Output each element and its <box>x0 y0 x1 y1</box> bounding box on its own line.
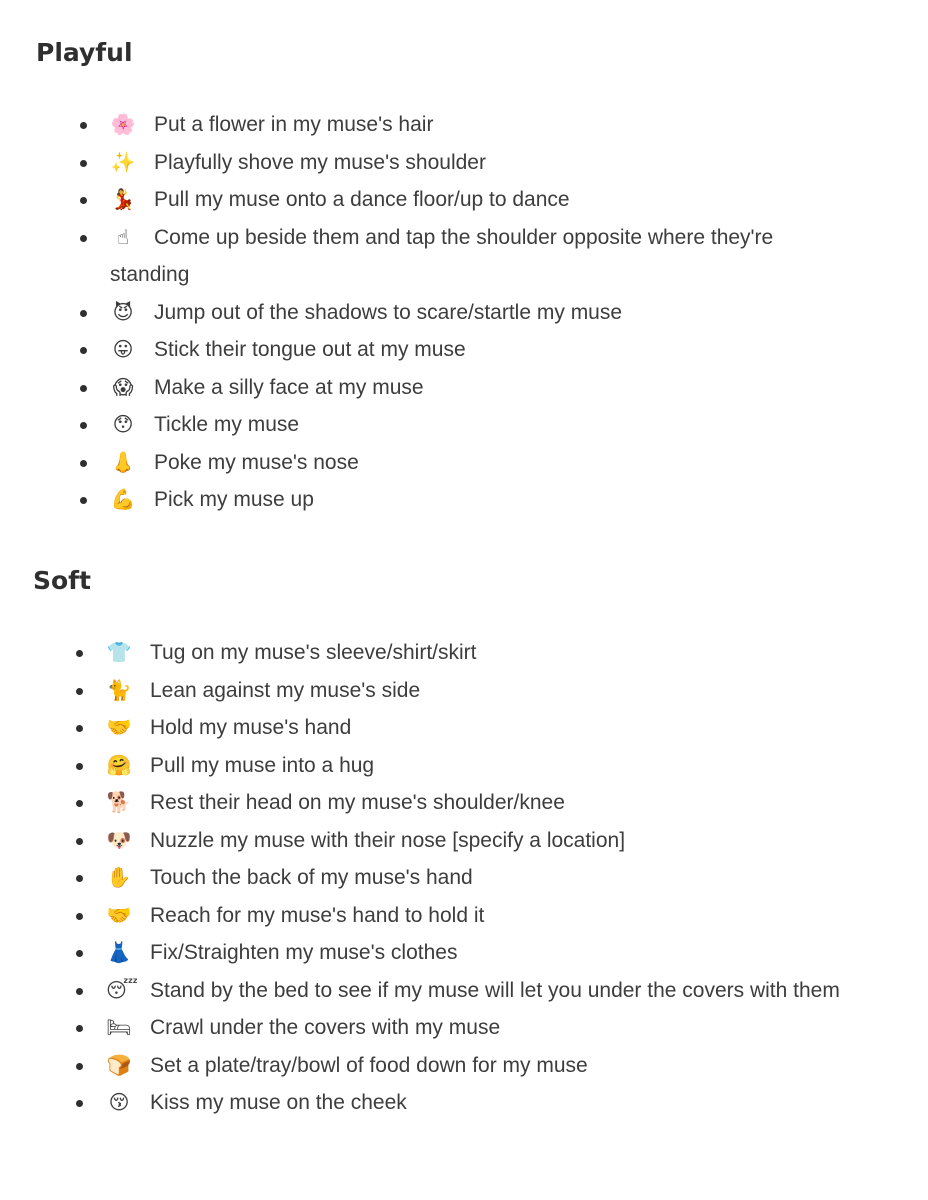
bullet-icon <box>76 800 83 807</box>
list-item <box>0 859 846 897</box>
bullet-icon <box>80 460 87 467</box>
list-item <box>0 294 840 332</box>
bullet-icon <box>76 1063 83 1070</box>
list-item-text: Come up beside them and tap the shoulder opposite where they're standing <box>110 225 774 286</box>
handshake-icon: 🤝 <box>106 715 132 739</box>
flexed-biceps-icon: 💪 <box>110 487 136 511</box>
dog-icon: 🐕 <box>106 790 132 814</box>
kissing-face-icon: 😚 <box>108 1090 130 1114</box>
list-item-text: Lean against my muse's side <box>150 678 421 702</box>
list-item <box>0 1009 846 1047</box>
sleepy-face-icon: 😴 <box>106 977 139 1002</box>
dancer-icon: 💃 <box>110 187 136 211</box>
list-item <box>0 219 840 294</box>
bullet-icon <box>80 347 87 354</box>
list-item-text: Stick their tongue out at my muse <box>154 338 466 361</box>
list-item <box>0 406 840 444</box>
list-item-text: Crawl under the covers with my muse <box>150 1016 501 1039</box>
list-item <box>0 1084 846 1122</box>
bullet-icon <box>76 988 83 995</box>
list-item <box>0 1047 846 1085</box>
devil-face-icon: 😈 <box>112 299 134 324</box>
shirt-icon: 👕 <box>106 640 132 664</box>
bullet-icon <box>80 122 87 129</box>
list-item <box>0 672 846 710</box>
list-item-text: Reach for my muse's hand to hold it <box>150 903 485 927</box>
pointing-finger-icon: ☝ <box>116 224 130 249</box>
flower-icon: 🌸 <box>110 112 136 136</box>
list-item-text: Nuzzle my muse with their nose [specify a location] <box>150 828 626 852</box>
list-item-text: Poke my muse's nose <box>154 450 359 474</box>
tongue-face-icon: 😛 <box>112 337 134 361</box>
bullet-icon <box>76 875 83 882</box>
list-item <box>0 897 846 935</box>
list-item-text: Pick my muse up <box>154 488 314 511</box>
list-item <box>0 934 846 972</box>
list-item-text: Put a flower in my muse's hair <box>154 113 434 136</box>
list-item-text: Set a plate/tray/bowl of food down for my muse <box>150 1053 588 1077</box>
bullet-icon <box>76 725 83 732</box>
bullet-icon <box>80 197 87 204</box>
bullet-icon <box>76 688 83 695</box>
playful-list <box>0 106 800 519</box>
section-title-soft: Soft <box>33 566 92 595</box>
list-item-text: Pull my muse onto a dance floor/up to dance <box>154 188 570 211</box>
raised-hand-icon: ✋ <box>106 865 132 889</box>
bullet-icon <box>76 763 83 770</box>
list-item-text: Kiss my muse on the cheek <box>150 1091 407 1114</box>
bullet-icon <box>80 310 87 317</box>
screaming-face-icon: 😱 <box>112 374 134 399</box>
bullet-icon <box>76 1025 83 1032</box>
list-item <box>0 144 840 182</box>
list-item-text: Make a silly face at my muse <box>154 375 424 399</box>
list-item <box>0 709 846 747</box>
hushed-face-icon: 😯 <box>112 412 134 436</box>
list-item <box>0 369 840 407</box>
bullet-icon <box>76 913 83 920</box>
bullet-icon <box>76 838 83 845</box>
list-item <box>0 822 846 860</box>
section-title-playful: Playful <box>36 38 133 67</box>
list-item-text: Jump out of the shadows to scare/startle my muse <box>154 300 623 324</box>
bullet-icon <box>80 497 87 504</box>
list-item <box>0 972 846 1010</box>
handshake-icon: 🤝 <box>106 902 132 927</box>
soft-list <box>0 634 840 1122</box>
sparkles-icon: ✨ <box>110 149 136 174</box>
bullet-icon <box>80 422 87 429</box>
list-item <box>0 747 846 785</box>
bullet-icon <box>80 160 87 167</box>
list-item-text: Playfully shove my muse's shoulder <box>154 150 486 174</box>
bed-icon: 🛏 <box>106 1015 132 1039</box>
bullet-icon <box>80 385 87 392</box>
list-item <box>0 481 840 519</box>
list-item-text: Stand by the bed to see if my muse will let you under the covers with them <box>150 978 840 1002</box>
list-item-text: Touch the back of my muse's hand <box>150 866 473 889</box>
list-item-text: Tug on my muse's sleeve/shirt/skirt <box>150 641 477 664</box>
list-item <box>0 181 840 219</box>
list-item-text: Rest their head on my muse's shoulder/knee <box>150 791 565 814</box>
cat-icon: 🐈 <box>106 677 132 702</box>
list-item <box>0 106 840 144</box>
dog-face-icon: 🐶 <box>106 827 132 852</box>
bullet-icon <box>76 650 83 657</box>
list-item-text: Pull my muse into a hug <box>150 753 375 777</box>
list-item-text: Tickle my muse <box>154 413 300 436</box>
bullet-icon <box>76 1100 83 1107</box>
list-item-text: Fix/Straighten my muse's clothes <box>150 941 458 964</box>
list-item <box>0 331 840 369</box>
list-item <box>0 634 846 672</box>
bullet-icon <box>76 950 83 957</box>
list-item-text: Hold my muse's hand <box>150 716 352 739</box>
hugging-face-icon: 🤗 <box>106 752 132 777</box>
bread-icon: 🍞 <box>106 1052 132 1077</box>
list-item <box>0 444 840 482</box>
dress-icon: 👗 <box>106 940 132 964</box>
list-item <box>0 784 846 822</box>
bullet-icon <box>80 235 87 242</box>
nose-icon: 👃 <box>110 449 136 474</box>
